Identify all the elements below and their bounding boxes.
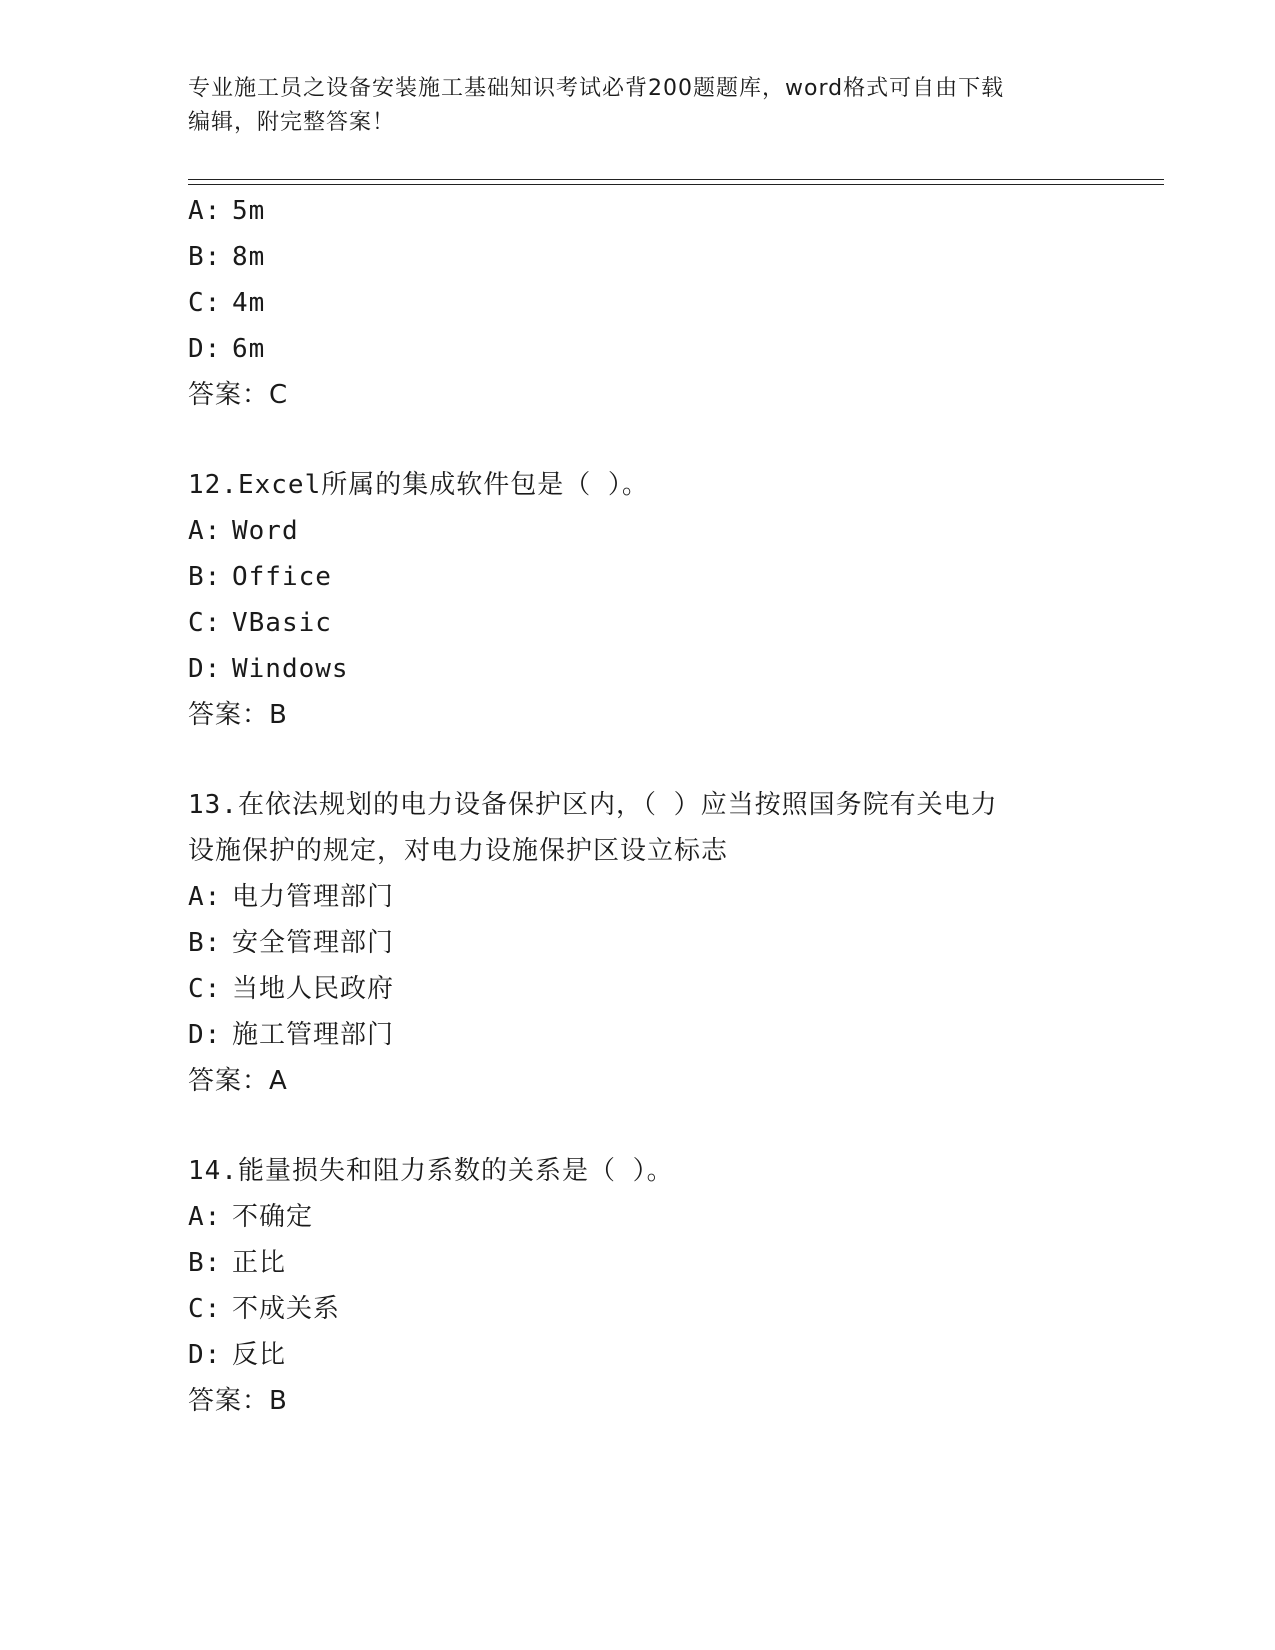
option-d: D: 反比 (188, 1340, 287, 1370)
option-c: C: 当地人民政府 (188, 974, 395, 1004)
question-14 (188, 1148, 1148, 1424)
question-title-line-1: 13.在依法规划的电力设备保护区内，（ ）应当按照国务院有关电力 (188, 790, 998, 820)
header-divider-top (188, 179, 1164, 180)
option-c: C: VBasic (188, 608, 332, 638)
answer: 答案：B (188, 1386, 288, 1416)
option-c: C: 不成关系 (188, 1294, 341, 1324)
option-d: D: 6m (188, 334, 266, 364)
question-13 (188, 782, 1148, 1104)
question-12 (188, 462, 1148, 738)
answer: 答案：B (188, 700, 288, 730)
question-list (188, 188, 1148, 1424)
header-line-2: 编辑，附完整答案！ (188, 110, 396, 135)
option-c: C: 4m (188, 288, 266, 318)
question-title: 14.能量损失和阻力系数的关系是（ ）。 (188, 1156, 674, 1186)
option-b: B: 安全管理部门 (188, 928, 395, 958)
option-a: A: 5m (188, 196, 266, 226)
header-divider-bottom (188, 184, 1164, 185)
question-title: 12.Excel所属的集成软件包是（ ）。 (188, 470, 649, 500)
header-line-1: 专业施工员之设备安装施工基础知识考试必背200题题库，word格式可自由下载 (188, 76, 1005, 101)
option-a: A: 不确定 (188, 1202, 314, 1232)
option-b: B: 8m (188, 242, 266, 272)
option-d: D: 施工管理部门 (188, 1020, 395, 1050)
option-a: A: Word (188, 516, 299, 546)
option-d: D: Windows (188, 654, 349, 684)
option-a: A: 电力管理部门 (188, 882, 395, 912)
option-b: B: Office (188, 562, 332, 592)
answer: 答案：A (188, 1066, 288, 1096)
document-header (188, 72, 1088, 140)
option-b: B: 正比 (188, 1248, 287, 1278)
question-11 (188, 188, 1148, 418)
answer: 答案：C (188, 380, 289, 410)
question-title-line-2: 设施保护的规定，对电力设施保护区设立标志 (188, 836, 729, 866)
